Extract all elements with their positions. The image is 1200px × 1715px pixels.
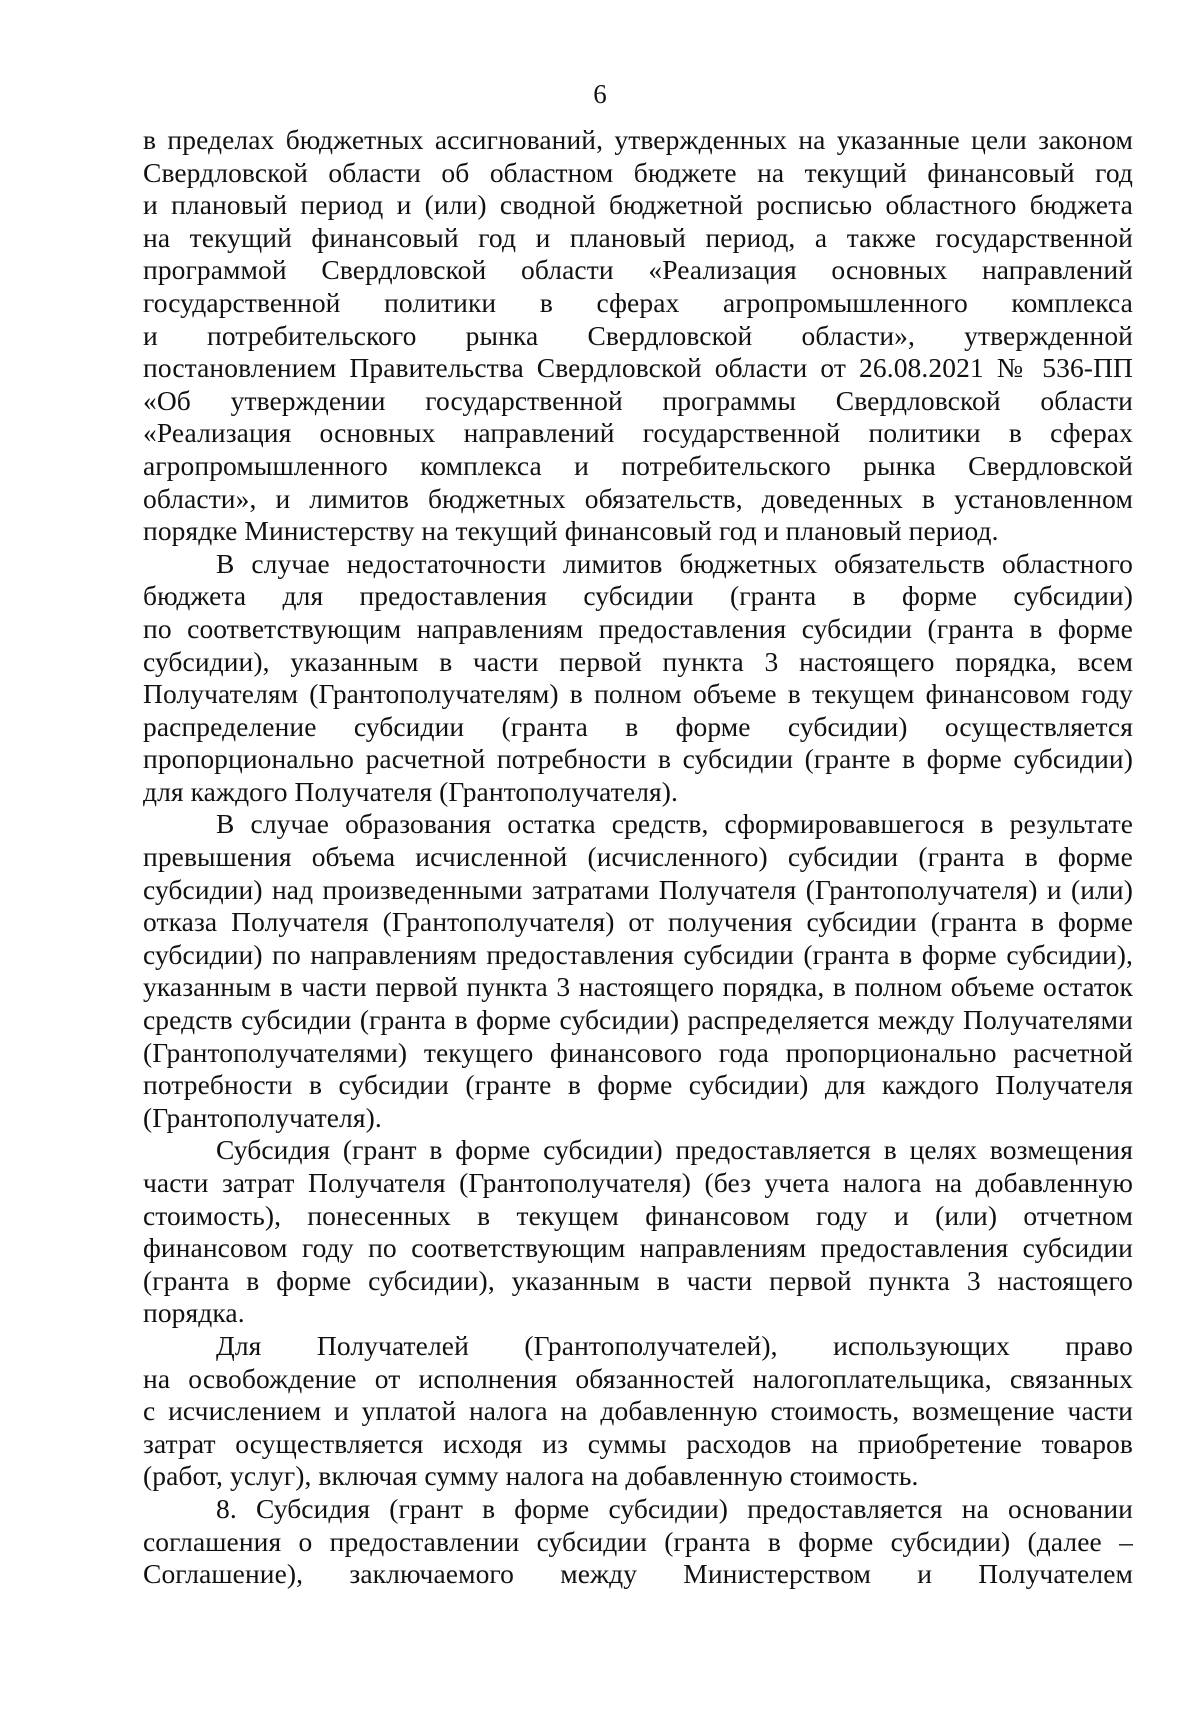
text-line: области», и лимитов бюджетных обязательств, доведенных в установленном: [143, 482, 1133, 514]
text-line: 8. Субсидия (грант в форме субсидии) предоставляется на основании: [216, 1492, 1133, 1524]
text-line: для каждого Получателя (Грантополучателя).: [143, 775, 678, 807]
text-line: средств субсидии (гранта в форме субсидии) распределяется между Получателями: [143, 1004, 1133, 1036]
text-line: Получателям (Грантополучателям) в полном объеме в текущем финансовом году: [143, 678, 1133, 710]
text-line: с исчислением и уплатой налога на добавленную стоимость, возмещение части: [143, 1395, 1133, 1427]
text-line: Субсидия (грант в форме субсидии) предоставляется в целях возмещения: [216, 1134, 1133, 1166]
text-line: потребности в субсидии (гранте в форме субсидии) для каждого Получателя: [143, 1069, 1133, 1101]
text-line: субсидии) по направлениям предоставления субсидии (гранта в форме субсидии),: [143, 938, 1133, 970]
page-number: 6: [593, 79, 607, 109]
text-line: субсидии), указанным в части первой пункта 3 настоящего порядка, всем: [143, 645, 1133, 677]
text-line: агропромышленного комплекса и потребительского рынка Свердловской: [143, 449, 1133, 481]
text-line: и потребительского рынка Свердловской области», утвержденной: [143, 319, 1133, 351]
text-line: в пределах бюджетных ассигнований, утвержденных на указанные цели законом: [143, 124, 1133, 155]
text-line: стоимость), понесенных в текущем финансовом году и (или) отчетном: [143, 1199, 1133, 1231]
text-line: программой Свердловской области «Реализация основных направлений: [143, 254, 1133, 286]
text-line: (Грантополучателями) текущего финансового года пропорционально расчетной: [143, 1036, 1133, 1068]
text-line: затрат осуществляется исходя из суммы расходов на приобретение товаров: [143, 1427, 1133, 1459]
body-text: [143, 124, 1133, 1591]
text-line: финансовом году по соответствующим направлениям предоставления субсидии: [143, 1232, 1133, 1264]
text-line: «Реализация основных направлений государственной политики в сферах: [143, 417, 1133, 449]
text-line: указанным в части первой пункта 3 настоящего порядка, в полном объеме остаток: [143, 971, 1133, 1003]
text-line: постановлением Правительства Свердловской области от 26.08.2021 № 536-ПП: [143, 352, 1133, 384]
text-line: Свердловской области об областном бюджете на текущий финансовый год: [143, 156, 1133, 188]
text-line: (гранта в форме субсидии), указанным в части первой пункта 3 настоящего: [143, 1264, 1133, 1296]
text-line: «Об утверждении государственной программы Свердловской области: [143, 384, 1133, 416]
text-line: превышения объема исчисленной (исчисленного) субсидии (гранта в форме: [143, 841, 1133, 873]
text-line: распределение субсидии (гранта в форме субсидии) осуществляется: [143, 710, 1133, 742]
text-line: порядке Министерству на текущий финансовый год и плановый период.: [143, 515, 999, 547]
text-line: субсидии) над произведенными затратами Получателя (Грантополучателя) и (или): [143, 873, 1133, 905]
text-line: и плановый период и (или) сводной бюджетной росписью областного бюджета: [143, 189, 1133, 221]
text-line: отказа Получателя (Грантополучателя) от получения субсидии (гранта в форме: [143, 906, 1133, 938]
text-line: бюджета для предоставления субсидии (гранта в форме субсидии): [143, 580, 1133, 612]
text-line: В случае образования остатка средств, сформировавшегося в результате: [216, 808, 1133, 840]
text-line: (Грантополучателя).: [143, 1101, 382, 1133]
text-line: В случае недостаточности лимитов бюджетных обязательств областного: [216, 547, 1133, 579]
text-line: на текущий финансовый год и плановый период, а также государственной: [143, 221, 1133, 253]
text-line: государственной политики в сферах агропромышленного комплекса: [143, 286, 1133, 318]
text-line: порядка.: [143, 1297, 245, 1329]
text-line: части затрат Получателя (Грантополучателя) (без учета налога на добавленную: [143, 1167, 1133, 1198]
text-line: пропорционально расчетной потребности в субсидии (гранте в форме субсидии): [143, 743, 1133, 775]
text-line: (работ, услуг), включая сумму налога на добавленную стоимость.: [143, 1460, 919, 1492]
text-line: на освобождение от исполнения обязанностей налогоплательщика, связанных: [143, 1362, 1133, 1394]
text-line: по соответствующим направлениям предоставления субсидии (гранта в форме: [143, 612, 1133, 644]
text-line: соглашения о предоставлении субсидии (гранта в форме субсидии) (далее –: [143, 1525, 1133, 1557]
text-line: Соглашение), заключаемого между Министерством и Получателем: [143, 1558, 1133, 1590]
text-line: Для Получателей (Грантополучателей), использующих право: [216, 1329, 1133, 1361]
